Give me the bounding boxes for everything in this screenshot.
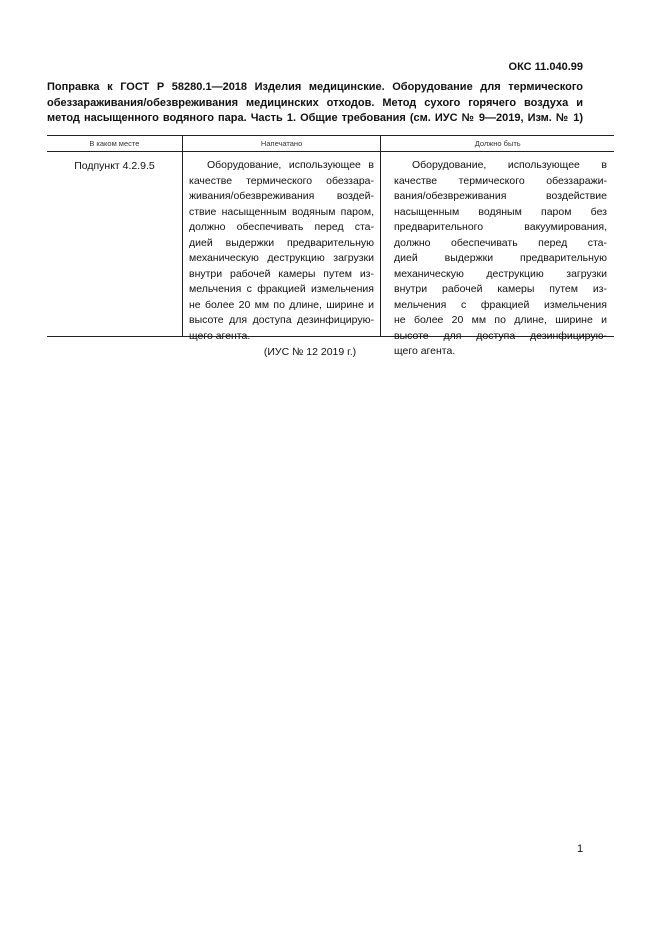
cell-line: насыщенным водяным паром без	[394, 205, 607, 218]
cell-line: должно обеспечивать перед ста-	[394, 236, 607, 249]
cell-line: щего агента.	[189, 329, 251, 342]
source-note: (ИУС № 12 2019 г.)	[263, 346, 357, 358]
title-line: обеззараживания/обезвреживания медицинских отходов. Метод сухого горячего воздуха и	[47, 96, 583, 109]
cell-line: качестве термического обеззаражи-	[394, 174, 607, 187]
cell-place: Подпункт 4.2.9.5	[74, 160, 155, 172]
cell-line: дией выдержки предварительную	[189, 236, 374, 249]
cell-line: не более 20 мм по длине, ширине и	[189, 298, 374, 311]
classifier-code: ОКС 11.040.99	[508, 61, 583, 73]
amendment-title	[47, 80, 583, 127]
cell-line: мельчения с фракцией измельчения	[394, 298, 607, 311]
cell-line: предварительного вакуумирования,	[394, 221, 607, 233]
cell-line: дией выдержки предварительную	[394, 252, 607, 264]
cell-line: качестве термического обеззара-	[189, 174, 374, 187]
cell-should-be	[380, 152, 613, 357]
header-should-be: Должно быть	[380, 136, 614, 151]
cell-line: Оборудование, использующее в	[412, 159, 607, 171]
cell-line: высоте для доступа дезинфицирую-	[394, 329, 607, 342]
cell-line: вания/обезвреживания воздействие	[394, 190, 607, 202]
title-line: Поправка к ГОСТ Р 58280.1—2018 Изделия медицинские. Оборудование для термического	[47, 81, 583, 93]
cell-line: живания/обезвреживания воздей-	[189, 190, 374, 202]
cell-line: механическую деструкцию загрузки	[189, 252, 374, 264]
cell-line: механическую деструкцию загрузки	[394, 267, 607, 280]
cell-line: внутри рабочей камеры путем из-	[189, 267, 374, 280]
cell-line: внутри рабочей камеры путем из-	[394, 283, 607, 295]
header-printed: Напечатано	[182, 136, 381, 151]
cell-line: должно обеспечивать перед ста-	[189, 221, 374, 233]
cell-line: ствие насыщенным водяным паром,	[189, 205, 374, 218]
cell-line: щего агента.	[394, 345, 456, 357]
cell-printed	[182, 152, 380, 342]
cell-line: не более 20 мм по длине, ширине и	[394, 314, 607, 326]
cell-line: мельчения с фракцией измельчения	[189, 283, 374, 295]
page-number: 1	[577, 843, 584, 855]
table-header-row	[47, 136, 614, 152]
header-place: В каком месте	[89, 139, 140, 148]
cell-line: Оборудование, использующее в	[207, 159, 374, 171]
cell-line: высоте для доступа дезинфицирую-	[189, 314, 374, 326]
title-line: метод насыщенного водяного пара. Часть 1. Общие требования (см. ИУС № 9—2019, Изм. № 1)	[47, 112, 583, 124]
